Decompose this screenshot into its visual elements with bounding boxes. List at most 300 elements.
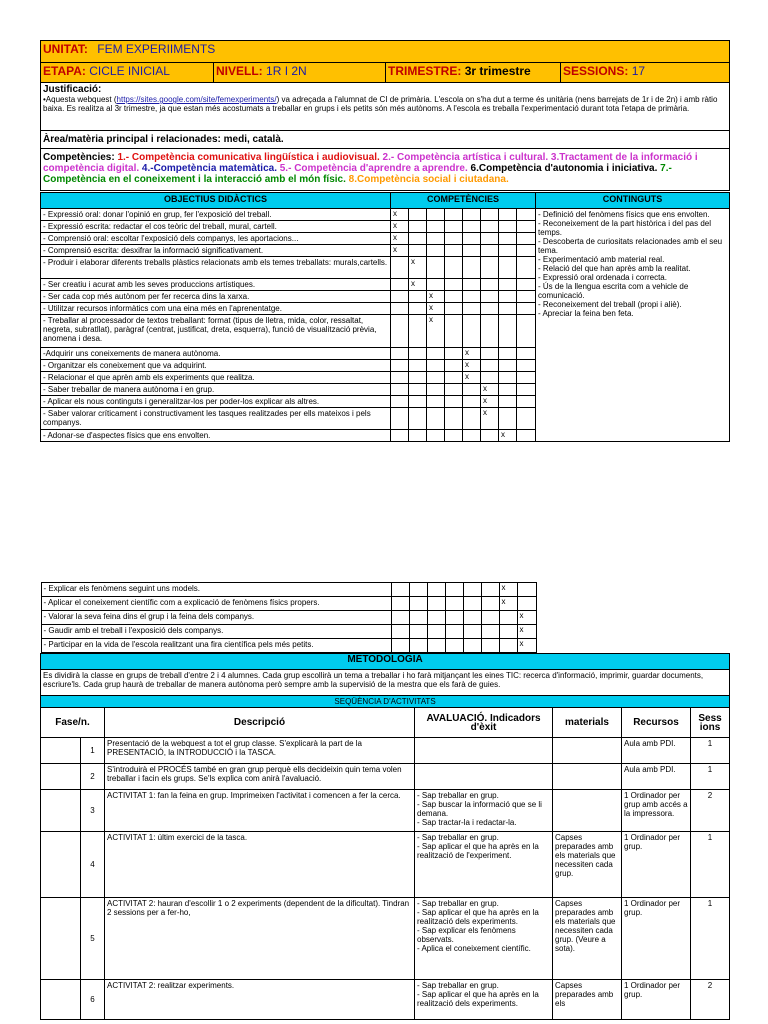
activitat-blank — [41, 790, 81, 832]
objectius-continuation-cell — [41, 582, 730, 654]
competencia-1: 1.- Competència comunicativa lingüística i audiovisual. — [117, 152, 380, 163]
competencia-mark-cell — [481, 625, 499, 639]
continguts-empty-cell — [536, 597, 730, 611]
competencia-mark-cell — [517, 348, 536, 360]
competencia-mark-cell: x — [391, 209, 409, 221]
objectiu-text: - Relacionar el que aprèn amb els experiments que realitza. — [41, 372, 391, 384]
objectiu-text: - Valorar la seva feina dins el grup i la feina dels companys. — [41, 611, 391, 625]
competencia-mark-cell — [499, 245, 517, 257]
etapa-cell — [41, 63, 214, 83]
activitat-row — [41, 980, 730, 1020]
competencia-mark-cell — [481, 597, 499, 611]
activitat-blank — [41, 738, 81, 764]
competencia-mark-cell — [517, 408, 536, 430]
competencia-mark-cell: x — [427, 303, 445, 315]
competencia-mark-cell — [517, 430, 536, 442]
objectiu-row — [41, 611, 730, 625]
competencia-mark-cell — [517, 257, 536, 279]
competencia-mark-cell: x — [517, 639, 536, 653]
competencia-mark-cell — [481, 303, 499, 315]
competencia-mark-cell — [499, 360, 517, 372]
contingut-item: - Expressió oral ordenada i correcta. — [538, 273, 667, 282]
competencia-mark-cell — [481, 209, 499, 221]
trimestre-label: TRIMESTRE: — [388, 64, 462, 78]
indicador-item: - Sap treballar en grup. — [417, 981, 499, 990]
trimestre-cell — [386, 63, 561, 83]
competencia-mark-cell — [409, 583, 427, 597]
competencia-mark-cell — [391, 396, 409, 408]
competencia-mark-cell — [481, 221, 499, 233]
competencia-mark-cell — [391, 303, 409, 315]
competencia-mark-cell — [517, 583, 536, 597]
contingut-item: - Reconeixement del treball (propi i aliè). — [538, 300, 682, 309]
competencia-mark-cell — [499, 233, 517, 245]
objectiu-text: - Treballar al processador de textos treballant: format (tipus de lletra, mida, color, ressaltat, negreta, subratllat), paràgraf (centrat, justificat, dreta, esquerra), funció de visualització prèvia, anomena i desa. — [41, 315, 391, 348]
competencia-mark-cell — [445, 625, 463, 639]
activitat-descripcio: S'introduirà el PROCÉS també en gran grup perquè ells decideixin quin tema volen treballar i facin els grups. Se'ls explica com anirà l'avaluació. — [105, 764, 415, 790]
competencia-mark-cell — [463, 384, 481, 396]
competencia-mark-cell — [481, 315, 499, 348]
activitat-blank — [41, 764, 81, 790]
metodologia-title-row — [41, 654, 730, 670]
competencia-mark-cell — [427, 396, 445, 408]
competencia-2: 2.- Competència artística i cultural. — [379, 152, 549, 163]
activitat-sessions: 1 — [691, 764, 730, 790]
activitat-recursos: 1 Ordinador per grup. — [622, 832, 691, 898]
competencia-mark-cell: x — [463, 360, 481, 372]
unitat-value: FEM EXPERIIMENTS — [97, 42, 216, 56]
competencia-mark-cell — [391, 315, 409, 348]
activitat-recursos: Aula amb PDI. — [622, 738, 691, 764]
activitat-row — [41, 790, 730, 832]
competencia-mark-cell — [427, 583, 445, 597]
unitat-row — [41, 41, 730, 63]
competencia-mark-cell: x — [391, 233, 409, 245]
competencia-mark-cell: x — [391, 245, 409, 257]
justificacio-text — [43, 95, 727, 113]
competencia-mark-cell: x — [499, 430, 517, 442]
continguts-empty-cell — [536, 639, 730, 653]
competencia-mark-cell — [463, 625, 481, 639]
activitat-materials — [553, 764, 622, 790]
objectius-continuation-row — [41, 582, 730, 654]
indicador-item: - Sap treballar en grup. — [417, 899, 499, 908]
competencia-4: 4.-Competència matemàtica. — [139, 163, 277, 174]
competencies-label: Competències: — [43, 152, 118, 163]
competencia-mark-cell — [427, 360, 445, 372]
competencia-mark-cell — [499, 408, 517, 430]
competencia-mark-cell — [409, 303, 427, 315]
competencia-mark-cell — [427, 625, 445, 639]
competencia-mark-cell — [517, 372, 536, 384]
competencia-mark-cell — [409, 396, 427, 408]
competencia-7: 7.-Competència en el coneixement i la interacció amb el món físic. — [43, 163, 672, 185]
activitat-recursos: 1 Ordinador per grup amb accés a la impressora. — [622, 790, 691, 832]
activitat-recursos: 1 Ordinador per grup. — [622, 980, 691, 1020]
competencia-mark-cell — [445, 291, 463, 303]
competencia-mark-cell — [499, 209, 517, 221]
competencies-cell — [41, 149, 730, 191]
header-table — [40, 40, 730, 191]
competencia-mark-cell — [517, 384, 536, 396]
competencia-mark-cell — [517, 315, 536, 348]
competencia-mark-cell — [463, 583, 481, 597]
competencia-mark-cell — [445, 315, 463, 348]
competencia-mark-cell — [445, 408, 463, 430]
activitat-avaluacio — [415, 764, 553, 790]
competencia-mark-cell — [427, 279, 445, 291]
competencia-mark-cell — [445, 597, 463, 611]
etapa-label: ETAPA: — [43, 64, 86, 78]
header-avaluacio: AVALUACIÓ. Indicadors d'èxit — [415, 708, 553, 738]
activitat-descripcio: ACTIVITAT 1: fan la feina en grup. Imprimeixen l'activitat i comencen a fer la cerca. — [105, 790, 415, 832]
objectiu-row — [41, 583, 730, 597]
indicador-item: - Sap tractar-la i redactar-la. — [417, 818, 517, 827]
sequencia-header-row — [41, 708, 730, 738]
objectiu-text: - Adonar-se d'aspectes físics que ens envolten. — [41, 430, 391, 442]
competencia-mark-cell — [499, 257, 517, 279]
contingut-item: - Relació del que han après amb la realitat. — [538, 264, 691, 273]
indicador-item: - Sap treballar en grup. — [417, 833, 499, 842]
competencia-mark-cell: x — [499, 583, 517, 597]
competencia-mark-cell — [481, 233, 499, 245]
nivell-label: NIVELL: — [216, 64, 263, 78]
competencia-mark-cell — [517, 209, 536, 221]
competencia-mark-cell — [427, 611, 445, 625]
sessions-value: 17 — [631, 64, 646, 78]
activitat-descripcio: ACTIVITAT 1: últim exercici de la tasca. — [105, 832, 415, 898]
competencia-mark-cell — [499, 384, 517, 396]
objectius-continuation-table — [41, 582, 730, 653]
competencia-mark-cell — [427, 408, 445, 430]
etapa-value: CICLE INICIAL — [89, 64, 170, 78]
competencia-mark-cell — [409, 245, 427, 257]
competencia-mark-cell — [463, 639, 481, 653]
competencia-mark-cell — [445, 279, 463, 291]
competencia-mark-cell: x — [499, 597, 517, 611]
competencia-mark-cell — [409, 348, 427, 360]
competencia-mark-cell — [409, 430, 427, 442]
competencia-mark-cell — [517, 396, 536, 408]
objectiu-text: - Ser cada cop més autònom per fer recerca dins la xarxa. — [41, 291, 391, 303]
competencia-6: 6.Competència d'autonomia i iniciativa. — [467, 163, 658, 174]
competencia-mark-cell — [463, 611, 481, 625]
activitat-row — [41, 764, 730, 790]
objectiu-text: - Expressió escrita: redactar el cos teòric del treball, mural, cartell. — [41, 221, 391, 233]
metodologia-text: Es dividirà la classe en grups de treball d'entre 2 i 4 alumnes. Cada grup escollirà un tema a treballar i ho farà mitjançant les eines TIC: recerca d'informació, imprimir, guardar documents, escriure'ls. Cada grup haurà de treballar de manera autònoma però sempre amb la supervisió de la mestra que els farà de guies. — [41, 670, 730, 696]
competencia-mark-cell — [463, 233, 481, 245]
header-sessions: Sess ions — [691, 708, 730, 738]
competencia-mark-cell — [481, 360, 499, 372]
continuation-table — [40, 582, 730, 1020]
competencia-mark-cell — [391, 360, 409, 372]
competencia-8: 8.Competència social i ciutadana. — [345, 174, 509, 185]
competencia-mark-cell — [409, 597, 427, 611]
competencia-mark-cell — [445, 396, 463, 408]
justificacio-body: ) va adreçada a l'alumnat de CI de primària. L'escola on s'ha dut a terme és unitària (nens barrejats de 1r i de 2n) i amb ràtio baixa. Es realitza al 3r trimestre, ja que estan més acostumats a treballar en grups i els petits són més autònoms. A l'escola es treballa l'experimentació durant tota l'etapa de primària. — [43, 95, 718, 113]
activitat-sessions: 1 — [691, 832, 730, 898]
competencia-mark-cell — [463, 209, 481, 221]
header-materials: materials — [553, 708, 622, 738]
activitat-number: 5 — [81, 898, 105, 980]
competencia-mark-cell — [481, 583, 499, 597]
objectiu-text: - Utilitzar recursos informàtics com una eina més en l'aprenentatge. — [41, 303, 391, 315]
continguts-empty-cell — [536, 583, 730, 597]
activitat-blank — [41, 980, 81, 1020]
activitat-number: 6 — [81, 980, 105, 1020]
competencia-mark-cell — [445, 348, 463, 360]
competencia-mark-cell — [463, 221, 481, 233]
competencia-mark-cell: x — [481, 384, 499, 396]
activitat-materials: Capses preparades amb els materials que necessiten cada grup. — [553, 832, 622, 898]
competencia-mark-cell — [391, 611, 409, 625]
competencia-mark-cell — [517, 597, 536, 611]
competencia-mark-cell — [463, 396, 481, 408]
sessions-label: SESSIONS: — [563, 64, 629, 78]
activitat-materials: Capses preparades amb els — [553, 980, 622, 1020]
continguts-header: CONTINGUTS — [536, 193, 730, 209]
competencia-mark-cell — [409, 639, 427, 653]
competencia-mark-cell — [445, 303, 463, 315]
objectiu-text: - Gaudir amb el treball i l'exposició dels companys. — [41, 625, 391, 639]
objectius-table — [40, 192, 730, 442]
competencia-mark-cell — [391, 348, 409, 360]
competencia-mark-cell — [481, 372, 499, 384]
competencia-mark-cell — [517, 360, 536, 372]
competencia-mark-cell — [463, 408, 481, 430]
nivell-value: 1R I 2N — [266, 64, 307, 78]
competencia-mark-cell — [445, 233, 463, 245]
competencia-mark-cell — [463, 279, 481, 291]
objectiu-text: - Comprensió escrita: desxifrar la informació significativament. — [41, 245, 391, 257]
activitat-avaluacio — [415, 738, 553, 764]
activitat-recursos: 1 Ordinador per grup. — [622, 898, 691, 980]
competencia-mark-cell — [409, 315, 427, 348]
competencia-3: 3.Tractament de la informació i competència digital. — [43, 152, 698, 174]
contingut-item: - Apreciar la feina ben feta. — [538, 309, 634, 318]
competencia-mark-cell — [445, 221, 463, 233]
competencia-mark-cell — [409, 625, 427, 639]
competencia-mark-cell: x — [517, 625, 536, 639]
activitat-recursos: Aula amb PDI. — [622, 764, 691, 790]
competencia-mark-cell — [391, 384, 409, 396]
competencia-mark-cell: x — [481, 396, 499, 408]
competencia-mark-cell — [391, 583, 409, 597]
activitat-avaluacio — [415, 832, 553, 898]
metodologia-title: METODOLOGIA — [41, 654, 730, 670]
objectius-header: OBJECTIUS DIDÀCTICS — [41, 193, 391, 209]
objectiu-text: - Organitzar els coneixement que va adquirint. — [41, 360, 391, 372]
competencia-mark-cell — [427, 209, 445, 221]
competencia-mark-cell — [481, 348, 499, 360]
contingut-item: - Reconeixement de la part històrica i del pas del temps. — [538, 219, 711, 237]
competencia-mark-cell — [409, 408, 427, 430]
competencia-mark-cell — [463, 597, 481, 611]
competencia-mark-cell — [427, 597, 445, 611]
competencia-mark-cell — [427, 257, 445, 279]
indicador-item: - Sap explicar els fenòmens observats. — [417, 926, 516, 944]
activitat-materials — [553, 738, 622, 764]
objectiu-text: - Produir i elaborar diferents treballs plàstics relacionats amb els temes treballats: murals,cartells. — [41, 257, 391, 279]
competencia-mark-cell — [499, 291, 517, 303]
trimestre-value: 3r trimestre — [464, 64, 531, 78]
competencia-mark-cell — [499, 315, 517, 348]
activitat-blank — [41, 898, 81, 980]
competencia-mark-cell — [463, 430, 481, 442]
competencia-mark-cell — [391, 639, 409, 653]
competencia-mark-cell — [391, 257, 409, 279]
competencia-mark-cell — [499, 396, 517, 408]
justificacio-prefix: •Aquesta webquest ( — [43, 95, 117, 104]
indicador-item: - Sap aplicar el que ha après en la realització dels experiments. — [417, 908, 539, 926]
sequencia-title: SEQÜÈNCIA D'ACTIVITATS — [41, 696, 730, 708]
competencia-mark-cell — [499, 221, 517, 233]
competencia-mark-cell — [427, 372, 445, 384]
continguts-cell — [536, 209, 730, 442]
objectiu-text: - Aplicar els nous continguts i generalitzar-los per poder-los explicar als altres. — [41, 396, 391, 408]
activitat-avaluacio — [415, 980, 553, 1020]
competencia-mark-cell — [499, 372, 517, 384]
competencia-mark-cell — [517, 233, 536, 245]
indicador-item: - Sap aplicar el que ha après en la realització de l'experiment. — [417, 842, 539, 860]
competencia-mark-cell — [463, 257, 481, 279]
competencia-mark-cell: x — [481, 408, 499, 430]
activitat-descripcio: ACTIVITAT 2: hauran d'escollir 1 o 2 experiments (dependent de la dificultat). Tindran 2 sessions per a fer-ho, — [105, 898, 415, 980]
competencia-mark-cell — [391, 408, 409, 430]
competencia-mark-cell — [481, 291, 499, 303]
competencia-mark-cell — [517, 221, 536, 233]
competencia-mark-cell — [463, 303, 481, 315]
competencia-mark-cell: x — [463, 372, 481, 384]
competencia-mark-cell — [463, 315, 481, 348]
activitat-materials: Capses preparades amb els materials que necessiten cada grup. (Veure a sota). — [553, 898, 622, 980]
objectiu-text: - Ser creatiu i acurat amb les seves produccions artístiques. — [41, 279, 391, 291]
competencia-mark-cell — [409, 209, 427, 221]
competencia-mark-cell — [499, 625, 517, 639]
competencia-mark-cell: x — [391, 221, 409, 233]
indicador-item: - Sap buscar la informació que se li demana. — [417, 800, 542, 818]
webquest-link[interactable]: https://sites.google.com/site/femexperiments/ — [116, 95, 277, 104]
competencia-mark-cell — [409, 372, 427, 384]
competencia-mark-cell — [499, 639, 517, 653]
continguts-empty-cell — [536, 611, 730, 625]
activitat-avaluacio — [415, 790, 553, 832]
justificacio-title: Justificació: — [43, 84, 102, 95]
unitat-label: UNITAT: — [43, 42, 88, 56]
objectiu-text: - Expressió oral: donar l'opinió en grup, fer l'exposició del treball. — [41, 209, 391, 221]
sessions-cell — [561, 63, 730, 83]
competencia-mark-cell — [427, 245, 445, 257]
competencia-mark-cell — [463, 245, 481, 257]
competencia-mark-cell — [445, 639, 463, 653]
competencia-mark-cell — [481, 611, 499, 625]
competencia-mark-cell: x — [517, 611, 536, 625]
competencia-mark-cell — [391, 279, 409, 291]
competencia-mark-cell — [409, 384, 427, 396]
activitat-blank — [41, 832, 81, 898]
competencia-mark-cell — [409, 291, 427, 303]
activitat-number: 4 — [81, 832, 105, 898]
indicador-item: - Sap aplicar el que ha après en la realització dels experiments. — [417, 990, 539, 1008]
activitat-row — [41, 832, 730, 898]
activitat-row — [41, 898, 730, 980]
competencia-mark-cell — [481, 279, 499, 291]
competencia-mark-cell — [427, 221, 445, 233]
competencia-mark-cell — [391, 291, 409, 303]
activitat-row — [41, 738, 730, 764]
competencia-mark-cell — [409, 233, 427, 245]
objectiu-text: - Explicar els fenòmens seguint uns models. — [41, 583, 391, 597]
activitat-number: 2 — [81, 764, 105, 790]
competencia-mark-cell — [445, 611, 463, 625]
competencia-mark-cell — [517, 291, 536, 303]
competencia-mark-cell — [427, 430, 445, 442]
header-descripcio: Descripció — [105, 708, 415, 738]
activitat-sessions: 1 — [691, 738, 730, 764]
objectiu-row — [41, 209, 730, 221]
competencia-mark-cell — [445, 245, 463, 257]
area-cell: Àrea/matèria principal i relacionades: medi, català. — [41, 131, 730, 149]
activitat-sessions: 2 — [691, 790, 730, 832]
activitat-descripcio: ACTIVITAT 2: realitzar experiments. — [105, 980, 415, 1020]
objectiu-text: - Saber treballar de manera autònoma i en grup. — [41, 384, 391, 396]
competencia-mark-cell — [445, 209, 463, 221]
competencies-header: COMPETÈNCIES — [391, 193, 536, 209]
justificacio-cell — [41, 83, 730, 131]
activitat-sessions: 2 — [691, 980, 730, 1020]
header-recursos: Recursos — [622, 708, 691, 738]
competencia-mark-cell — [481, 257, 499, 279]
sequencia-title-row — [41, 696, 730, 708]
competencia-mark-cell — [517, 245, 536, 257]
competencia-mark-cell — [427, 384, 445, 396]
activitat-descripcio: Presentació de la webquest a tot el grup classe. S'explicarà la part de la PRESENTACIÓ, la INTRODUCCIÓ i la TASCA. — [105, 738, 415, 764]
competencia-mark-cell — [391, 625, 409, 639]
competencia-mark-cell — [499, 303, 517, 315]
competencia-mark-cell — [481, 245, 499, 257]
competencia-mark-cell: x — [463, 348, 481, 360]
competencia-mark-cell — [427, 639, 445, 653]
competencia-mark-cell: x — [409, 279, 427, 291]
nivell-cell — [214, 63, 386, 83]
objectiu-text: - Participar en la vida de l'escola realitzant una fira científica pels més petits. — [41, 639, 391, 653]
competencia-mark-cell — [445, 384, 463, 396]
competencia-5: 5.- Competència d'aprendre a aprendre. — [276, 163, 468, 174]
competencia-mark-cell: x — [427, 291, 445, 303]
competencia-mark-cell — [499, 611, 517, 625]
competencia-mark-cell — [427, 348, 445, 360]
activitat-number: 1 — [81, 738, 105, 764]
objectiu-text: - Saber valorar críticament i constructivament les tasques realitzades per ells mateixos i pels companys. — [41, 408, 391, 430]
competencia-mark-cell — [391, 430, 409, 442]
competencia-mark-cell — [481, 639, 499, 653]
competencia-mark-cell — [409, 360, 427, 372]
contingut-item: - Definició del fenòmens físics que ens envolten. — [538, 210, 710, 219]
activitat-number: 3 — [81, 790, 105, 832]
indicador-item: - Aplica el coneixement científic. — [417, 944, 531, 953]
competencia-mark-cell — [409, 221, 427, 233]
competencia-mark-cell — [445, 257, 463, 279]
activitat-sessions: 1 — [691, 898, 730, 980]
competencia-mark-cell — [391, 372, 409, 384]
competencia-mark-cell — [445, 583, 463, 597]
competencia-mark-cell — [517, 279, 536, 291]
competencia-mark-cell — [499, 348, 517, 360]
objectiu-row — [41, 597, 730, 611]
objectiu-row — [41, 639, 730, 653]
competencia-mark-cell — [481, 430, 499, 442]
contingut-item: - Descoberta de curiositats relacionades amb el seu tema. — [538, 237, 723, 255]
